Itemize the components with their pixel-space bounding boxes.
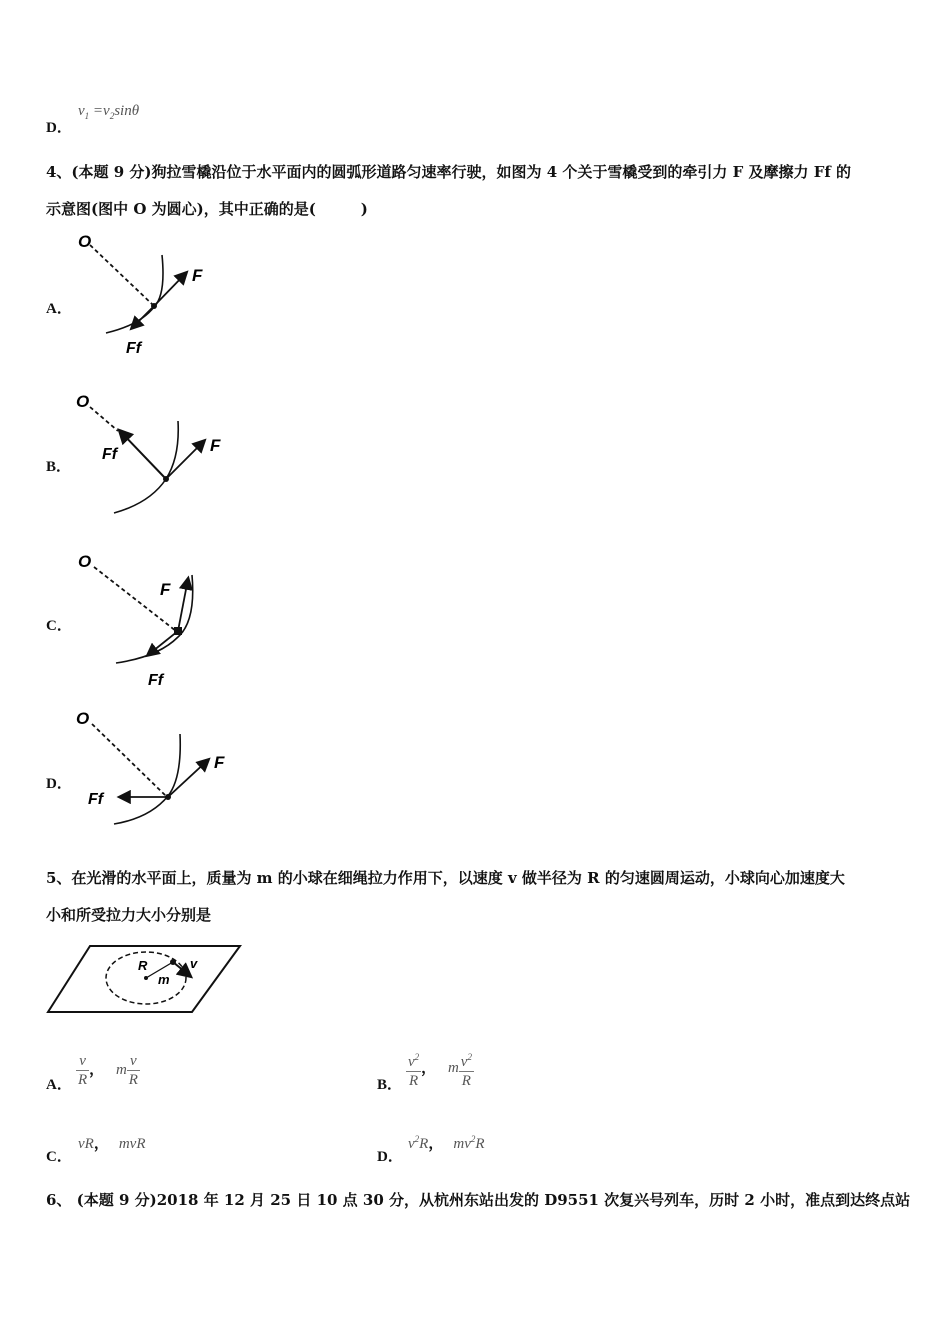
q4-option-b-label: B． [46, 459, 72, 475]
q5-option-c-formula: vR， mvR [78, 1136, 146, 1152]
q5-option-a-label: A． [46, 1077, 72, 1093]
q4-option-d-label: D． [46, 776, 72, 792]
center-o-label: O [78, 552, 92, 571]
f-traction-label: F [192, 266, 203, 285]
f-traction-label: F [214, 753, 225, 772]
q5-option-a-formula: $\frac{v}{R}$ ， m $\frac{v}{R}$ [78, 1053, 138, 1088]
q4-stem-line2: 示意图(图中 O 为圆心)，其中正确的是( ) [46, 200, 368, 218]
center-o-label: O [78, 232, 92, 251]
q4-option-d-diagram [70, 702, 250, 832]
q4-option-c-diagram [70, 545, 230, 695]
center-o-label: O [76, 392, 90, 411]
q5-option-b-formula: $\frac{v^2}{R}$ ， m $\frac{v^2}{R}$ [406, 1048, 474, 1090]
f-friction-label: Ff [148, 672, 164, 689]
f-friction-label: Ff [102, 446, 118, 463]
q5-option-d-formula: $v^2R$， $mv^2R$ [408, 1134, 485, 1152]
q4-option-a-diagram [70, 225, 220, 365]
f-friction-label: Ff [88, 791, 104, 808]
q4-option-b-diagram [70, 385, 240, 525]
radius-label: R [138, 958, 148, 973]
q5-figure [46, 942, 246, 1016]
f-traction-label: F [210, 436, 221, 455]
f-friction-label: Ff [126, 340, 142, 357]
q5-option-b-label: B． [377, 1077, 403, 1093]
mass-label: m [158, 972, 170, 987]
f-traction-label: F [160, 580, 171, 599]
q5-stem-line2: 小和所受拉力大小分别是 [46, 906, 212, 924]
q4-stem-line1: 4、(本题 9 分)狗拉雪橇沿位于水平面内的圆弧形道路匀速率行驶，如图为 4 个关于雪橇受到的牵引力 F 及摩擦力 Ff 的 [46, 163, 852, 181]
q5-stem-line1: 5、在光滑的水平面上，质量为 m 的小球在细绳拉力作用下，以速度 v 做半径为 R 的匀速圆周运动，小球向心加速度大 [46, 869, 845, 887]
q3-option-d-label: D． [46, 120, 72, 136]
q4-option-c-label: C． [46, 618, 72, 634]
q3-option-d-formula: $v_1 =v_2\sin\theta$ [78, 103, 140, 121]
q6-stem-line1: 6、 (本题 9 分)2018 年 12 月 25 日 10 点 30 分，从杭州东站出发的 D9551 次复兴号列车，历时 2 小时，准点到达终点站 [46, 1191, 911, 1209]
velocity-label: v [190, 956, 198, 971]
center-o-label: O [76, 709, 90, 728]
q4-option-a-label: A． [46, 301, 72, 317]
q5-option-c-label: C． [46, 1149, 72, 1165]
q5-option-d-label: D． [377, 1149, 403, 1165]
